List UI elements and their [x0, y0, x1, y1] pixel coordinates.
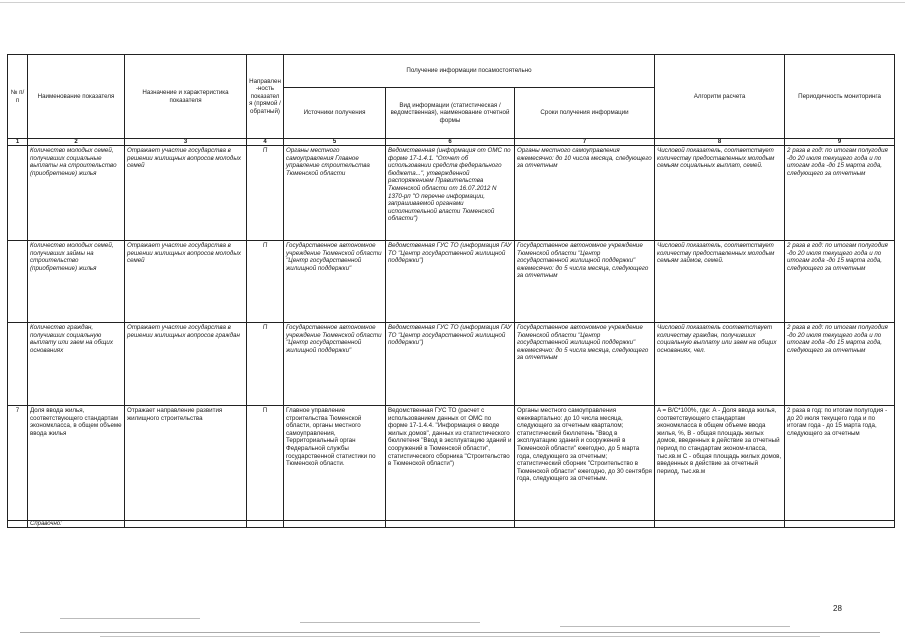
- row-sources: Главное управление строительства Тюменской области, органы местного самоуправления, Территориальный орган Федеральной службы государственной статистики по Тюменской области.: [284, 406, 386, 521]
- row-periodicity: 2 раза в год: по итогам полугодия - до 20 июля текущего года и по итогам года - до 15 марта года, следующего за отчетным: [785, 406, 895, 521]
- row-algorithm: Числовой показатель, соответствует количеству предоставленных молодым семьям займов, семей.: [655, 241, 785, 323]
- row-purpose: Отражает участие государства в решении жилищных вопросов граждан: [125, 323, 247, 406]
- row-direction: П: [247, 406, 284, 521]
- col-number: 5: [284, 139, 386, 146]
- footer-cell: [284, 521, 386, 528]
- scan-artifact: [20, 632, 880, 633]
- header-row-top: [8, 55, 895, 88]
- row-num: [8, 323, 28, 406]
- header-info-type: Вид информации (статистическая / ведомственная), наименование отчетной формы: [386, 88, 515, 139]
- row-name: Количество молодых семей, получивших социальные выплаты на строительство (приобретение) жилья: [28, 146, 125, 241]
- table-row: [8, 241, 895, 323]
- row-direction: П: [247, 323, 284, 406]
- row-info-type: Ведомственная ГУС ТО (информация ГАУ ТО "Центр государственной жилищной поддержки"): [386, 323, 515, 406]
- row-periodicity: 2 раза в год: по итогам полугодия -до 20 июля текущего года и по итогам года -до 15 марта года, следующего за отчетным: [785, 241, 895, 323]
- row-info-type: Ведомственная ГУС ТО (расчет с использованием данных от ОМС по форме 17-1.4.4. "Информация о вводе жилых домов", данных из статистического бюллетеня "Ввод в эксплуатацию зданий и сооружений в Тюменской области", статистического сборника "Строительство в Тюменской области"): [386, 406, 515, 521]
- row-info-type: Ведомственная ГУС ТО (информация ГАУ ТО "Центр государственной жилищной поддержки"): [386, 241, 515, 323]
- row-terms: Органы местного самоуправления ежемесячно: до 10 числа месяца, следующего за отчетным: [515, 146, 655, 241]
- monitoring-table: [7, 54, 895, 528]
- page-number: 28: [833, 604, 842, 613]
- col-number: 3: [125, 139, 247, 146]
- row-name: Доля ввода жилья, соответствующего стандартам экономкласса, в общем объеме ввода жилья: [28, 406, 125, 521]
- row-terms: Государственное автономное учреждение Тюменской области "Центр государственной жилищной поддержки" ежемесячно: до 5 числа месяца, следующего за отчетным: [515, 241, 655, 323]
- scan-artifact: [60, 618, 200, 619]
- col-number: 7: [515, 139, 655, 146]
- row-info-type: Ведомственная (информация от ОМС по форме 17-1.4.1. "Отчет об использовании средств федерального бюджета...", утвержденной распоряжением Правительства Тюменской области от 16.07.2012 N 1370-рп "О перечне информации, запрашиваемой органами исполнительной власти Тюменской области"): [386, 146, 515, 241]
- column-numbers-row: [8, 139, 895, 146]
- row-sources: Государственное автономное учреждение Тюменской области "Центр государственной жилищной поддержки": [284, 323, 386, 406]
- row-algorithm: A = B/C*100%, где: А - Доля ввода жилья, соответствующего стандартам экономкласса в общем объеме ввода жилья, %, В - общая площадь жилых домов, введенных в действие за отчетный период по стандартам эконом-класса, тыс.кв.м С - общая площадь жилых домов, введенных в действие за отчетный период, тыс.кв.м: [655, 406, 785, 521]
- scan-artifact: [560, 626, 790, 627]
- col-number: 8: [655, 139, 785, 146]
- table-row: [8, 146, 895, 241]
- row-direction: П: [247, 241, 284, 323]
- footer-reference: Справочно:: [28, 521, 125, 528]
- scan-artifact: [300, 622, 480, 623]
- row-purpose: Отражает участие государства в решении жилищных вопросов молодых семей: [125, 241, 247, 323]
- table-row: [8, 323, 895, 406]
- row-algorithm: Числовой показатель, соответствует количеству предоставленных молодым семьям социальных выплат, семей.: [655, 146, 785, 241]
- header-periodicity: Периодичность мониторинга: [785, 55, 895, 139]
- row-num: 7: [8, 406, 28, 521]
- row-direction: П: [247, 146, 284, 241]
- header-direction: Направлен-ность показателя (прямой / обратный): [247, 55, 284, 139]
- header-purpose: Назначение и характеристика показателя: [125, 55, 247, 139]
- table-row: [8, 406, 895, 521]
- header-sources: Источники получения: [284, 88, 386, 139]
- row-purpose: Отражает направление развития жилищного строительства: [125, 406, 247, 521]
- row-terms: Органы местного самоуправления ежеквартально: до 10 числа месяца, следующего за отчетным кварталом; статистический бюллетень "Ввод в эксплуатацию зданий и сооружений в Тюменской области" ежегодно, до 5 марта года, следующего за отчетным; статистический сборник "Строительство в Тюменской области" ежегодно, до 30 сентября года, следующего за отчетным.: [515, 406, 655, 521]
- footer-cell: [125, 521, 247, 528]
- footer-cell: [655, 521, 785, 528]
- scan-artifact: [100, 636, 820, 637]
- row-purpose: Отражает участие государства в решении жилищных вопросов молодых семей: [125, 146, 247, 241]
- row-periodicity: 2 раза в год: по итогам полугодия -до 20 июля текущего года и по итогам года -до 15 марта года, следующего за отчетным: [785, 146, 895, 241]
- row-name: Количество молодых семей, получивших займы на строительство (приобретение) жилья: [28, 241, 125, 323]
- footer-row: [8, 521, 895, 528]
- col-number: 1: [8, 139, 28, 146]
- footer-cell: [247, 521, 284, 528]
- footer-cell: [785, 521, 895, 528]
- row-sources: Органы местного самоуправления Главное управление строительства Тюменской области: [284, 146, 386, 241]
- row-sources: Государственное автономное учреждение Тюменской области "Центр государственной жилищной поддержки": [284, 241, 386, 323]
- col-number: 6: [386, 139, 515, 146]
- footer-cell: [386, 521, 515, 528]
- row-algorithm: Числовой показатель соответствует количеству граждан, получивших социальную выплату или заем на общих основаниях, чел.: [655, 323, 785, 406]
- footer-cell: [515, 521, 655, 528]
- row-num: [8, 241, 28, 323]
- col-number: 2: [28, 139, 125, 146]
- header-num: № п/п: [8, 55, 28, 139]
- header-terms: Сроки получения информации: [515, 88, 655, 139]
- row-num: [8, 146, 28, 241]
- col-number: 4: [247, 139, 284, 146]
- row-terms: Государственное автономное учреждение Тюменской области "Центр государственной жилищной поддержки" ежемесячно: до 5 числа месяца, следующего за отчетным: [515, 323, 655, 406]
- col-number: 9: [785, 139, 895, 146]
- header-algorithm: Алгоритм расчета: [655, 55, 785, 139]
- scan-artifact-top: [0, 2, 905, 3]
- row-name: Количество граждан, получивших социальную выплату или заем на общих основаниях: [28, 323, 125, 406]
- footer-num-cell: [8, 521, 28, 528]
- header-obtaining-group: Получение информации посамостоятельно: [284, 55, 655, 88]
- row-periodicity: 2 раза в год: по итогам полугодия -до 20 июля текущего года и по итогам года -до 15 марта года, следующего за отчетным: [785, 323, 895, 406]
- header-indicator-name: Наименование показателя: [28, 55, 125, 139]
